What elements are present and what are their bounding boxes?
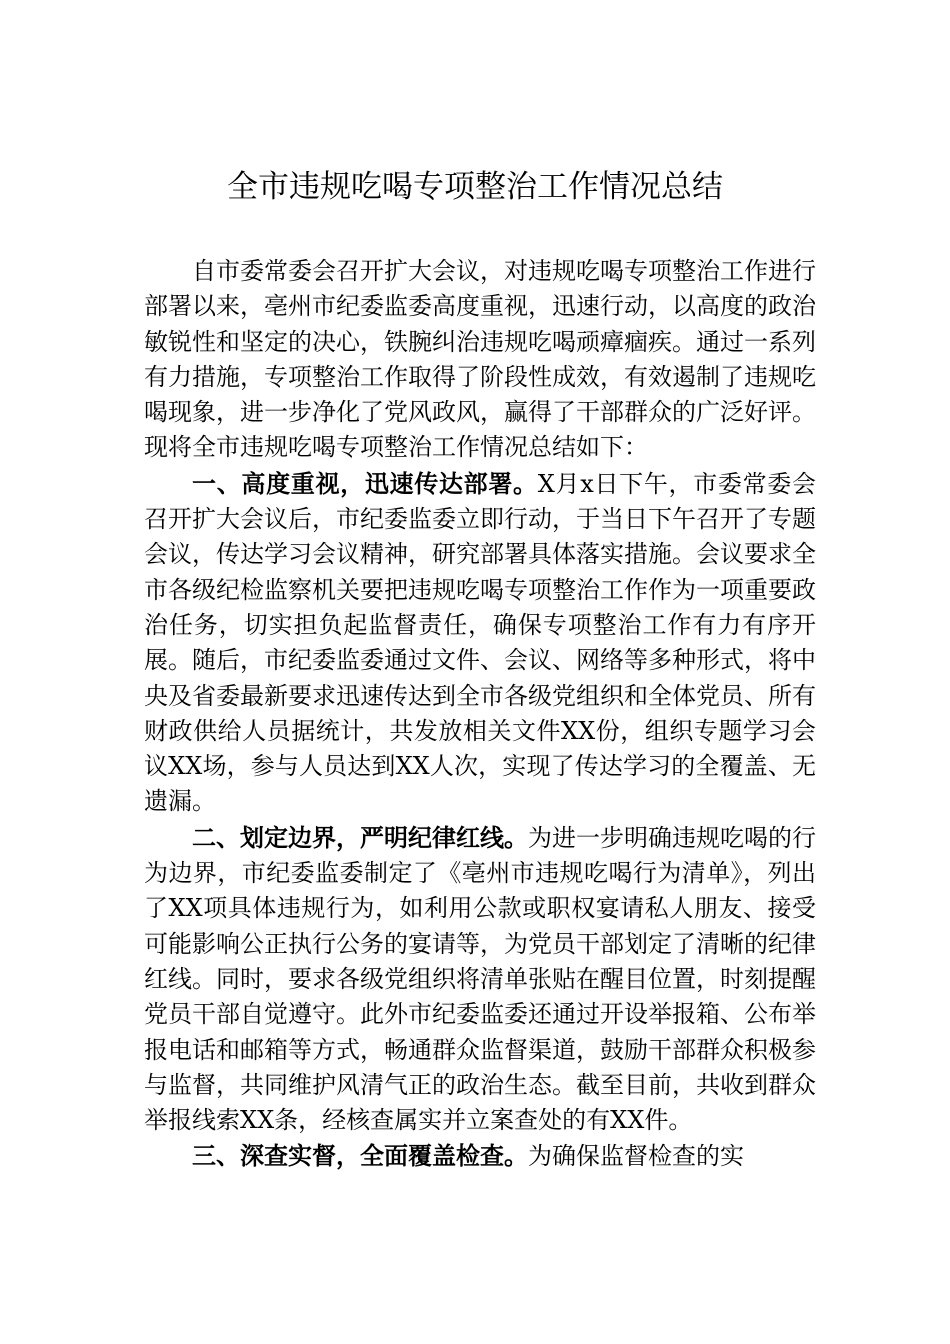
paragraph-section-1 [144,466,816,820]
paragraph-intro [144,253,816,466]
document-body [144,253,816,1175]
paragraph-text: X月x日下午，市委常委会召开扩大会议后，市纪委监委立即行动，于当日下午召开了专题会议，传达学习会议精神，研究部署具体落实措施。会议要求全市各级纪检监察机关要把违规吃喝专项整治工作作为一项重要政治任务，切实担负起监督责任，确保专项整治工作有力有序开展。随后，市纪委监委通过文件、会议、网络等多种形式，将中央及省委最新要求迅速传达到全市各级党组织和全体党员、所有财政供给人员据统计，共发放相关文件XX份，组织专题学习会议XX场，参与人员达到XX人次，实现了传达学习的全覆盖、无遗漏。 [144,469,816,816]
paragraph-text: 自市委常委会召开扩大会议，对违规吃喝专项整治工作进行部署以来，亳州市纪委监委高度重视，迅速行动，以高度的政治敏锐性和坚定的决心，铁腕纠治违规吃喝顽瘴痼疾。通过一系列有力措施，专项整治工作取得了阶段性成效，有效遏制了违规吃喝现象，进一步净化了党风政风，赢得了干部群众的广泛好评。现将全市违规吃喝专项整治工作情况总结如下： [144,257,816,462]
paragraph-section-3 [144,1138,816,1174]
section-heading: 一、高度重视，迅速传达部署。 [192,468,538,498]
page-title: 全市违规吃喝专项整治工作情况总结 [227,169,723,205]
paragraph-text: 为确保监督检查的实 [528,1142,744,1171]
section-heading: 二、划定边界，严明纪律红线。 [192,822,528,852]
paragraph-section-2 [144,820,816,1139]
section-heading: 三、深查实督，全面覆盖检查。 [192,1141,528,1171]
paragraph-text: 为进一步明确违规吃喝的行为边界，市纪委监委制定了《亳州市违规吃喝行为清单》，列出了XX项具体违规行为，如利用公款或职权宴请私人朋友、接受可能影响公正执行公务的宴请等，为党员干部划定了清晰的纪律红线。同时，要求各级党组织将清单张贴在醒目位置，时刻提醒党员干部自觉遵守。此外市纪委监委还通过开设举报箱、公布举报电话和邮箱等方式，畅通群众监督渠道，鼓励干部群众积极参与监督，共同维护风清气正的政治生态。截至目前，共收到群众举报线索XX条，经核查属实并立案查处的有XX件。 [144,823,816,1135]
